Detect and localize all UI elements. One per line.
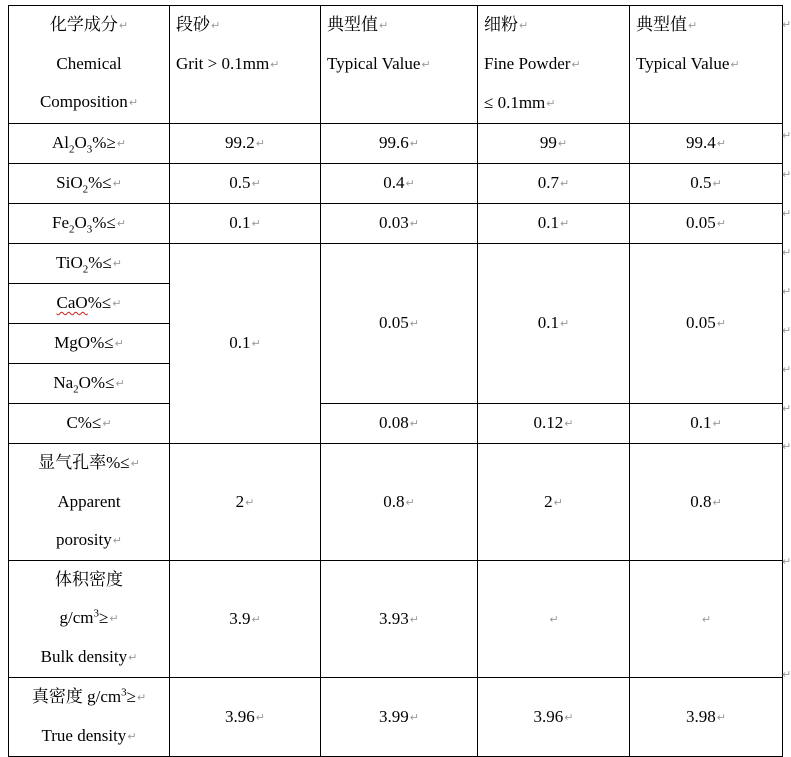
label-true-density: 真密度 $g/cm^3\ge↵$ True density↵ (9, 678, 170, 757)
label-cao: CaO%≤↵ (9, 284, 170, 324)
row-end-mark-icon: ↵ (782, 668, 791, 681)
true-density-label-en: True density (41, 726, 127, 745)
paragraph-mark-icon: ↵ (102, 417, 112, 430)
label-c: C%≤↵ (9, 404, 170, 444)
paragraph-mark-icon: ↵ (560, 177, 570, 190)
paragraph-mark-icon: ↵ (128, 651, 138, 664)
cell-true-fine: 3.96↵ (478, 678, 630, 757)
row-sio2 (9, 164, 783, 204)
paragraph-mark-icon: ↵ (118, 19, 129, 32)
cell-al2o3-grit: 99.2↵ (170, 124, 321, 164)
label-porosity (9, 444, 170, 561)
cell-true-typical2: 3.98↵ (630, 678, 783, 757)
cell-sio2-grit: 0.5↵ (170, 164, 321, 204)
paragraph-mark-icon: ↵ (109, 612, 119, 625)
paragraph-mark-icon: ↵ (409, 217, 419, 230)
paragraph-mark-icon: ↵ (251, 337, 261, 350)
cell-merged-typical1: 0.05↵ (321, 244, 478, 404)
bulk-label-zh: 体积密度 (55, 570, 123, 589)
paragraph-mark-icon: ↵ (421, 58, 431, 71)
header-fine-cell (478, 6, 630, 124)
paragraph-mark-icon: ↵ (409, 710, 419, 724)
paragraph-mark-icon: ↵ (549, 612, 559, 626)
paragraph-mark-icon: ↵ (571, 58, 581, 71)
paragraph-mark-icon: ↵ (546, 97, 556, 110)
cell-fe2o3-fine: 0.1↵ (478, 204, 630, 244)
paragraph-mark-icon: ↵ (116, 137, 126, 150)
cell-merged-fine: 0.1↵ (478, 244, 630, 404)
paragraph-mark-icon: ↵ (112, 257, 122, 270)
paragraph-mark-icon: ↵ (716, 217, 726, 230)
row-true-density (9, 678, 783, 757)
cell-c-fine: 0.12↵ (478, 404, 630, 444)
cell-sio2-typical2: 0.5↵ (630, 164, 783, 204)
paragraph-mark-icon: ↵ (716, 137, 726, 150)
cell-porosity-fine: 2↵ (478, 444, 630, 561)
header-typical1-en: Typical Value (327, 54, 421, 73)
header-typical2-zh: 典型值 (636, 15, 687, 34)
cell-true-grit: 3.96↵ (170, 678, 321, 757)
label-sio2: SiO$_2$%≤↵ (9, 164, 170, 204)
cell-al2o3-typical2: 99.4↵ (630, 124, 783, 164)
paragraph-mark-icon: ↵ (270, 58, 280, 71)
paragraph-mark-icon: ↵ (114, 337, 124, 350)
row-c (9, 404, 783, 444)
paragraph-mark-icon: ↵ (564, 417, 574, 430)
row-end-mark-icon: ↵ (782, 207, 791, 220)
header-grit-en: Grit > 0.1mm (176, 54, 270, 73)
cell-sio2-typical1: 0.4↵ (321, 164, 478, 204)
paragraph-mark-icon: ↵ (405, 495, 415, 509)
header-fine-en: Fine Powder (484, 54, 571, 73)
paragraph-mark-icon: ↵ (405, 177, 415, 190)
row-end-mark-icon: ↵ (782, 285, 791, 298)
paragraph-mark-icon: ↵ (712, 417, 722, 430)
label-tio2: TiO$_2$%≤↵ (9, 244, 170, 284)
paragraph-mark-icon: ↵ (560, 317, 570, 330)
row-end-mark-icon: ↵ (782, 324, 791, 337)
row-al2o3 (9, 124, 783, 164)
paragraph-mark-icon: ↵ (557, 137, 568, 150)
paragraph-mark-icon: ↵ (712, 177, 722, 190)
cell-fe2o3-grit: 0.1↵ (170, 204, 321, 244)
header-typical2-en: Typical Value (636, 54, 730, 73)
cell-true-typical1: 3.99↵ (321, 678, 478, 757)
cell-bulk-grit: 3.9↵ (170, 561, 321, 678)
row-end-mark-icon: ↵ (782, 363, 791, 376)
header-typical2-cell (630, 6, 783, 124)
row-end-mark-icon: ↵ (782, 129, 791, 142)
paragraph-mark-icon: ↵ (251, 177, 261, 190)
paragraph-mark-icon: ↵ (255, 137, 265, 150)
cell-bulk-fine (478, 561, 630, 678)
paragraph-mark-icon: ↵ (115, 377, 125, 390)
label-na2o: $Na_2O\%\le↵$ (9, 364, 170, 404)
paragraph-mark-icon: ↵ (688, 19, 698, 32)
cell-sio2-fine: 0.7↵ (478, 164, 630, 204)
paragraph-mark-icon: ↵ (251, 217, 261, 230)
paragraph-mark-icon: ↵ (112, 534, 122, 547)
paragraph-mark-icon: ↵ (245, 495, 255, 509)
paragraph-mark-icon: ↵ (553, 495, 563, 509)
cell-bulk-typical1: 3.93↵ (321, 561, 478, 678)
paragraph-mark-icon: ↵ (379, 19, 389, 32)
paragraph-mark-icon: ↵ (712, 495, 722, 509)
paragraph-mark-icon: ↵ (251, 612, 261, 626)
paragraph-mark-icon: ↵ (409, 612, 419, 626)
paragraph-mark-icon: ↵ (564, 710, 574, 724)
cell-fe2o3-typical1: 0.03↵ (321, 204, 478, 244)
paragraph-mark-icon: ↵ (409, 137, 419, 150)
cell-porosity-typical2: 0.8↵ (630, 444, 783, 561)
row-tio2 (9, 244, 783, 284)
paragraph-mark-icon: ↵ (127, 730, 137, 743)
header-chemical-en2: Composition (39, 92, 128, 111)
porosity-label-en1: Apparent (57, 492, 121, 511)
cell-porosity-grit: 2↵ (170, 444, 321, 561)
paragraph-mark-icon: ↵ (116, 217, 126, 230)
paragraph-mark-icon: ↵ (130, 457, 140, 470)
header-grit-cell (170, 6, 321, 124)
row-end-mark-icon: ↵ (782, 555, 791, 568)
label-bulk-density: 体积密度 $g/cm^3\ge↵$ Bulk density↵ (9, 561, 170, 678)
paragraph-mark-icon: ↵ (128, 96, 139, 109)
paragraph-mark-icon: ↵ (112, 177, 122, 190)
cell-al2o3-typical1: 99.6↵ (321, 124, 478, 164)
header-chemical-zh: 化学成分 (49, 15, 118, 34)
paragraph-mark-icon: ↵ (211, 19, 221, 32)
row-fe2o3 (9, 204, 783, 244)
row-bulk-density (9, 561, 783, 678)
cell-merged-typical2: 0.05↵ (630, 244, 783, 404)
chemical-composition-table (8, 5, 783, 757)
paragraph-mark-icon: ↵ (701, 612, 712, 626)
row-end-mark-icon: ↵ (782, 440, 791, 453)
bulk-label-en: Bulk density (40, 647, 128, 666)
paragraph-mark-icon: ↵ (730, 58, 740, 71)
porosity-label-en2: porosity (56, 530, 112, 549)
paragraph-mark-icon: ↵ (409, 317, 419, 330)
paragraph-mark-icon: ↵ (255, 710, 265, 724)
porosity-label-zh: 显气孔率%≤ (38, 453, 130, 472)
header-grit-zh: 段砂 (176, 15, 210, 34)
cell-fe2o3-typical2: 0.05↵ (630, 204, 783, 244)
label-fe2o3: $Fe_2O_3\%\le↵$ (9, 204, 170, 244)
row-end-mark-icon: ↵ (782, 18, 791, 31)
cell-c-typical1: 0.08↵ (321, 404, 478, 444)
paragraph-mark-icon: ↵ (560, 217, 570, 230)
header-chemical-cell (9, 6, 170, 124)
row-end-mark-icon: ↵ (782, 246, 791, 259)
header-chemical-en1: Chemical (56, 54, 122, 73)
paragraph-mark-icon: ↵ (716, 710, 726, 724)
paragraph-mark-icon: ↵ (519, 19, 529, 32)
paragraph-mark-icon: ↵ (136, 691, 147, 704)
cell-al2o3-fine: 99↵ (478, 124, 630, 164)
header-fine-size: ≤ 0.1mm (484, 93, 546, 112)
row-end-mark-icon: ↵ (782, 402, 791, 415)
paragraph-mark-icon: ↵ (716, 317, 726, 330)
paragraph-mark-icon: ↵ (409, 417, 419, 430)
row-end-mark-icon: ↵ (782, 168, 791, 181)
paragraph-mark-icon: ↵ (112, 297, 122, 310)
cell-c-typical2: 0.1↵ (630, 404, 783, 444)
header-typical1-cell (321, 6, 478, 124)
header-row (9, 6, 783, 124)
row-porosity (9, 444, 783, 561)
header-typical1-zh: 典型值 (327, 15, 378, 34)
cell-porosity-typical1: 0.8↵ (321, 444, 478, 561)
label-mgo: MgO%≤↵ (9, 324, 170, 364)
label-al2o3: $Al_2O_3\%\ge↵$ (9, 124, 170, 164)
cell-bulk-typical2 (630, 561, 783, 678)
cell-merged-grit: 0.1↵ (170, 244, 321, 444)
header-fine-zh: 细粉 (484, 15, 518, 34)
